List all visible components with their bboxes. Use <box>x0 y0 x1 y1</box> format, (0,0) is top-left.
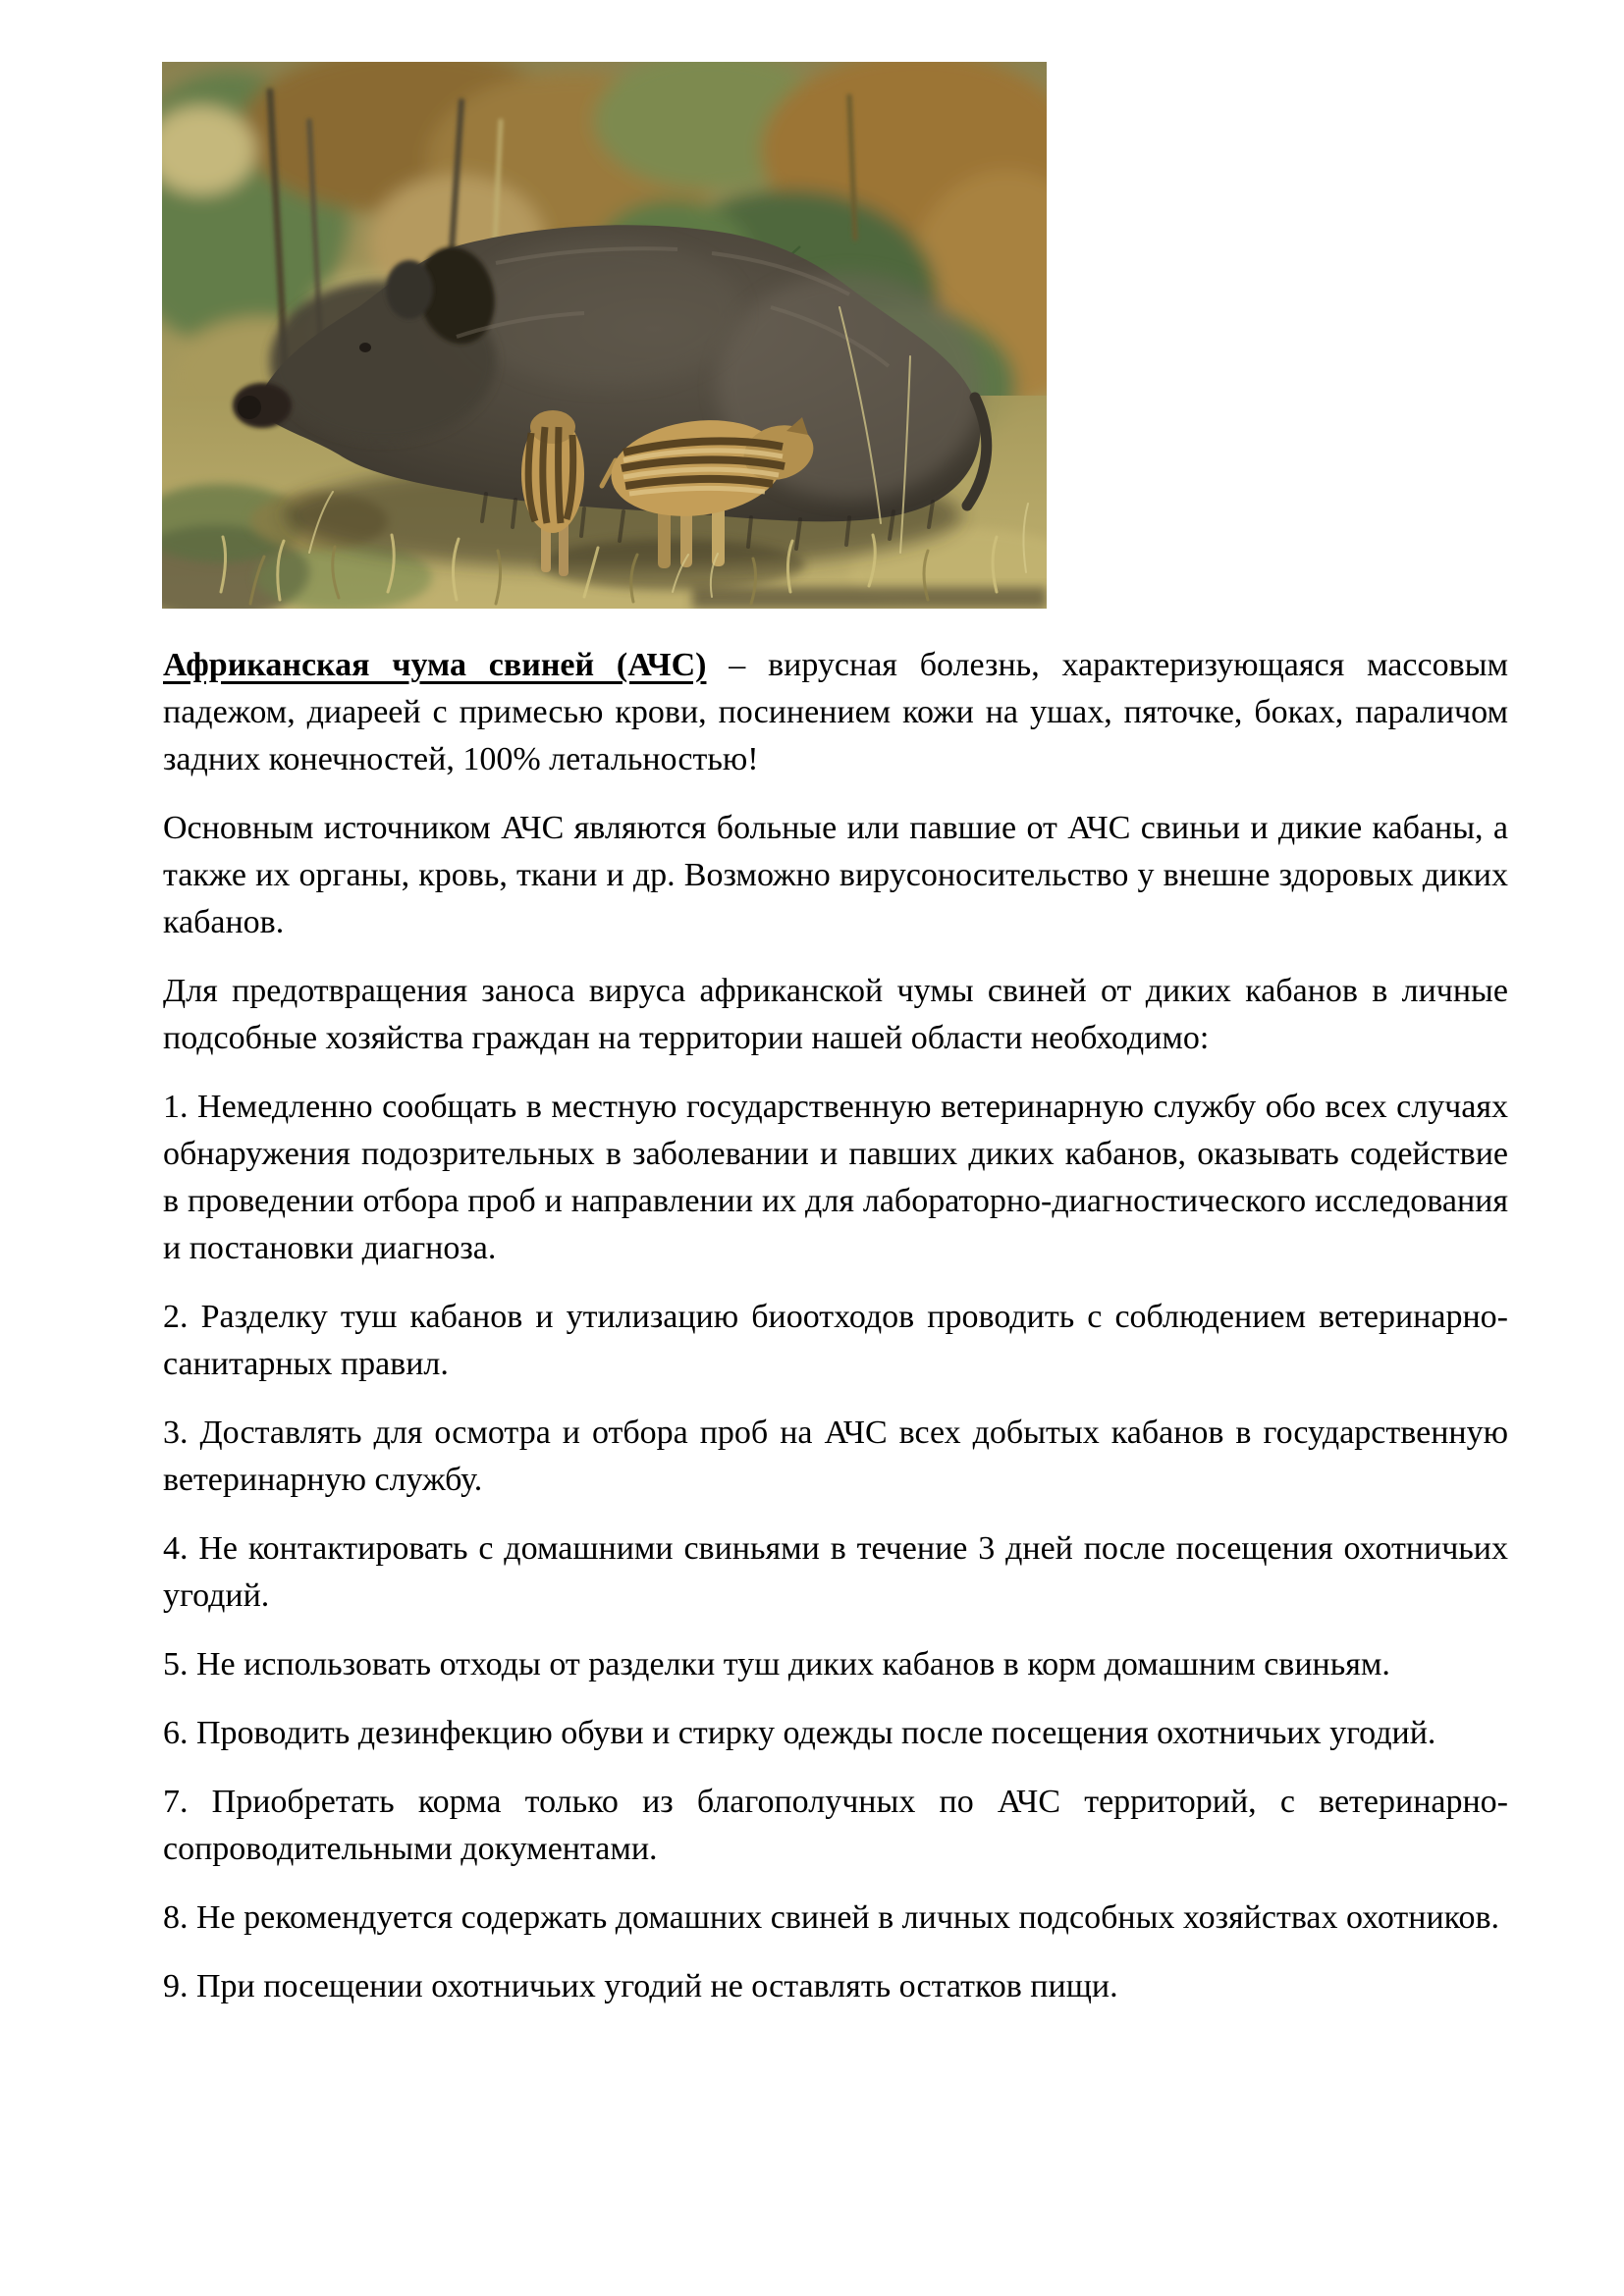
document-body <box>163 609 1508 2010</box>
intro-paragraph <box>163 642 1508 783</box>
list-item-4: 4. Не контактировать с домашними свиньями в течение 3 дней после посещения охотничьих угодий. <box>163 1530 1508 1614</box>
prevention-intro-paragraph: Для предотвращения заноса вируса африканской чумы свиней от диких кабанов в личные подсобные хозяйства граждан на территории нашей области необходимо: <box>163 973 1508 1056</box>
list-item-8: 8. Не рекомендуется содержать домашних свиней в личных подсобных хозяйствах охотников. <box>163 1899 1500 1936</box>
list-item-6: 6. Проводить дезинфекцию обуви и стирку одежды после посещения охотничьих угодий. <box>163 1715 1436 1751</box>
intro-lead-title: Африканская чума свиней (АЧС) <box>163 647 707 683</box>
wild-boar-photo-illustration <box>162 62 1047 609</box>
list-item-9: 9. При посещении охотничьих угодий не оставлять остатков пищи. <box>163 1968 1118 2004</box>
list-item-3: 3. Доставлять для осмотра и отбора проб на АЧС всех добытых кабанов в государственную ветеринарную службу. <box>163 1415 1508 1498</box>
list-item-1: 1. Немедленно сообщать в местную государственную ветеринарную службу обо всех случаях обнаружения подозрительных в заболевании и павших диких кабанов, оказывать содействие в проведении отбора проб и направлении их для лабораторно-диагностического исследования и постановки диагноза. <box>163 1089 1508 1266</box>
intro-rest-text: – вирусная болезнь, характеризующаяся массовым падежом, диареей с примесью крови, посинением кожи на ушах, пяточке, боках, параличом задних конечностей, 100% летальностью! <box>163 647 1508 777</box>
boar-photo <box>162 62 1047 609</box>
list-item-7: 7. Приобретать корма только из благополучных по АЧС территорий, с ветеринарно-сопроводительными документами. <box>163 1784 1508 1867</box>
source-paragraph: Основным источником АЧС являются больные или павшие от АЧС свиньи и дикие кабаны, а также их органы, кровь, ткани и др. Возможно вирусоносительство у внешне здоровых диких кабанов. <box>163 810 1508 940</box>
list-item-5: 5. Не использовать отходы от разделки туш диких кабанов в корм домашним свиньям. <box>163 1646 1390 1682</box>
list-item-2: 2. Разделку туш кабанов и утилизацию биоотходов проводить с соблюдением ветеринарно-санитарных правил. <box>163 1299 1508 1382</box>
